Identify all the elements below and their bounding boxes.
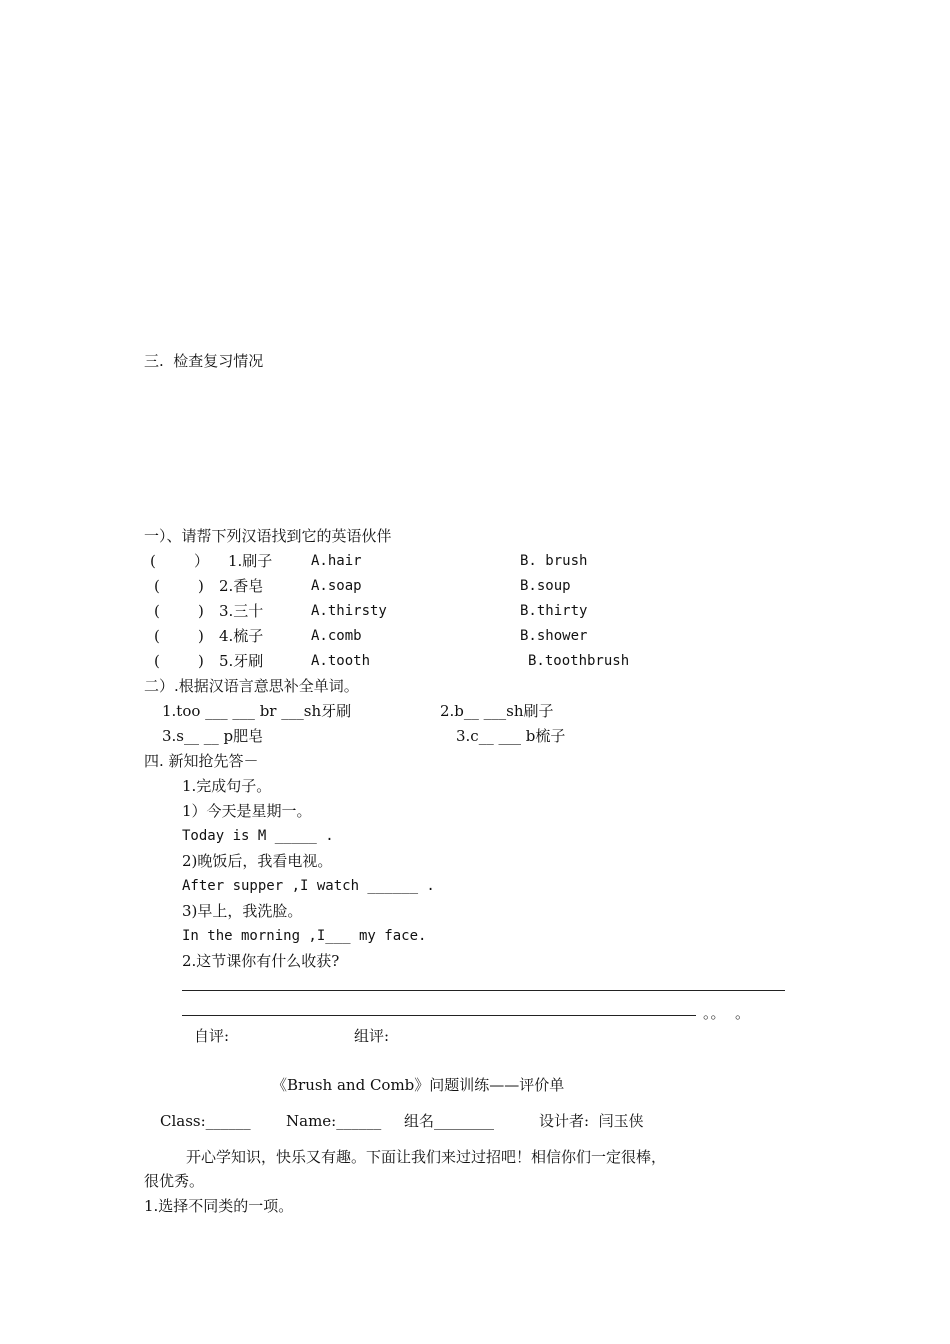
question-word: 2.香皂 [219,577,264,595]
sentence-3-chinese: 3)早上，我洗脸。 [182,902,303,920]
option-b: B.soup [520,578,571,594]
fill-item-toothbrush: 1.too ___ ___ br ___sh牙刷 [162,702,352,720]
intro-line-1: 开心学知识，快乐又有趣。下面让我们来过过招吧！相信你们一定很棒， [186,1148,667,1166]
worksheet-title: 《Brush and Comb》问题训练——评价单 [272,1076,565,1094]
option-b: B. brush [520,553,588,569]
option-b: B.toothbrush [528,653,630,669]
answer-line-1[interactable] [182,990,785,991]
fill-item-brush: 2.b__ ___sh刷子 [440,702,554,720]
option-a: A.tooth [311,653,371,669]
option-a: A.soap [311,578,362,594]
option-b: B.thirty [520,603,588,619]
answer-paren: ( ) [154,577,204,595]
answer-paren: ( ) [154,627,204,645]
answer-paren: ( ) [154,652,204,670]
answer-paren: ( ) [154,602,204,620]
name-field[interactable]: Name:______ [286,1112,382,1130]
sentence-1-english: Today is M _____ . [182,828,334,844]
option-a: A.comb [311,628,362,644]
option-a: A.hair [311,553,362,569]
class-field[interactable]: Class:______ [160,1112,251,1130]
sentence-3-english: In the morning ,I___ my face. [182,928,427,944]
sentence-2-chinese: 2)晚饭后，我看电视。 [182,852,333,870]
question-word: 5.牙刷 [219,652,264,670]
question-word: 4.梳子 [219,627,264,645]
section-3-heading: 三. 检查复习情况 [144,352,264,370]
option-a: A.thirsty [311,603,387,619]
self-evaluation-label: 自评: [194,1027,230,1045]
question-1: 1.完成句子。 [182,777,272,795]
trailing-marks: 。。 。 [703,1004,751,1022]
section-4-heading: 四. 新知抢先答－ [144,752,259,770]
worksheet-question-1: 1.选择不同类的一项。 [144,1197,294,1215]
question-word: 3.三十 [219,602,264,620]
sentence-1-chinese: 1）今天是星期一。 [182,802,312,820]
group-evaluation-label: 组评: [354,1027,390,1045]
answer-line-2[interactable] [182,1015,696,1016]
fill-item-comb: 3.c__ ___ b梳子 [456,727,566,745]
part-1-title: 一）、请帮下列汉语找到它的英语伙伴 [144,527,392,545]
intro-line-2: 很优秀。 [144,1172,205,1190]
designer-credit: 设计者: 闫玉侠 [539,1112,644,1130]
part-2-title: 二）.根据汉语言意思补全单词。 [144,677,359,695]
option-b: B.shower [520,628,588,644]
group-name-field[interactable]: 组名________ [404,1112,495,1130]
answer-paren: ( ） [150,552,209,570]
question-2: 2.这节课你有什么收获? [182,952,340,970]
sentence-2-english: After supper ,I watch ______ . [182,878,435,894]
question-word: 1.刷子 [228,552,273,570]
fill-item-soap: 3.s__ __ p肥皂 [162,727,264,745]
